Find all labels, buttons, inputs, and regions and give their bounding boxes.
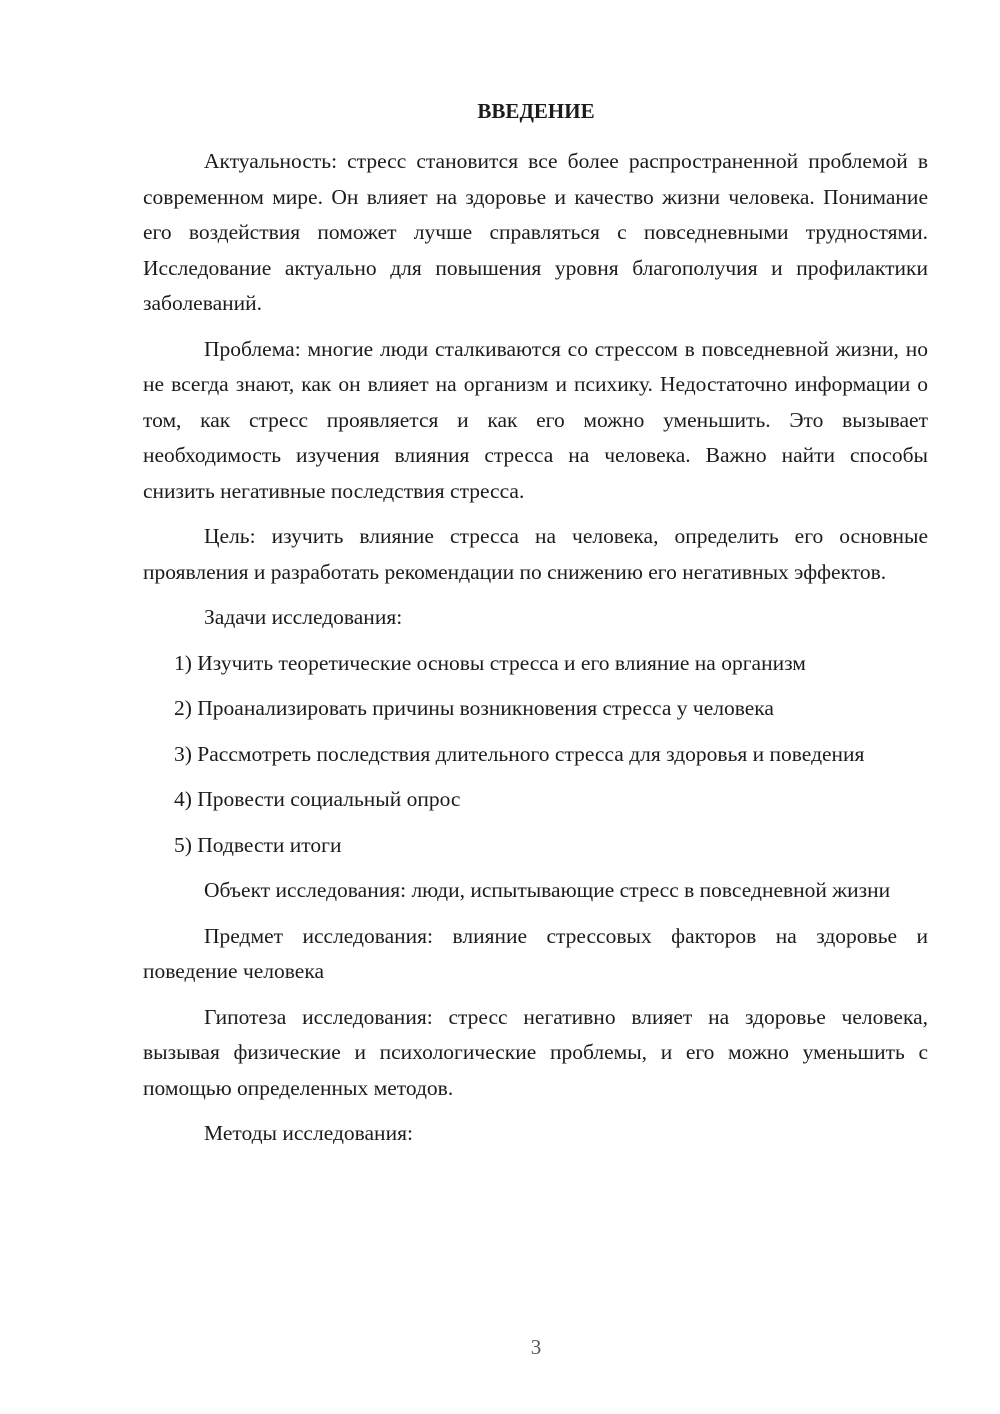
page-title: ВВЕДЕНИЕ <box>477 99 595 123</box>
task-item: 5) Подвести итоги <box>174 832 342 857</box>
relevance-paragraph: Актуальность: стресс становится все более распространенной проблемой в современном мире. Он влияет на здоровье и качество жизни человека. Понимание его воздействия поможет лучше справляться с повседневными трудностями. Исследование актуально для повышения уровня благополучия и профилактики заболеваний. <box>143 149 928 315</box>
task-item: 2) Проанализировать причины возникновения стресса у человека <box>174 696 774 720</box>
methods-title: Методы исследования: <box>204 1121 413 1145</box>
task-item: 1) Изучить теоретические основы стресса и его влияние на организм <box>174 650 806 675</box>
tasks-title: Задачи исследования: <box>204 605 403 629</box>
document-body <box>143 144 928 1162</box>
task-item: 4) Провести социальный опрос <box>174 787 461 811</box>
page-number: 3 <box>530 1335 542 1359</box>
hypothesis-paragraph: Гипотеза исследования: стресс негативно влияет на здоровье человека, вызывая физические и психологические проблемы, и его можно уменьшить с помощью определенных методов. <box>143 1004 928 1100</box>
problem-paragraph: Проблема: многие люди сталкиваются со стрессом в повседневной жизни, но не всегда знают, как он влияет на организм и психику. Недостаточно информации о том, как стресс проявляется и как его можно уменьшить. Это вызывает необходимость изучения влияния стресса на человека. Важно найти способы снизить негативные последствия стресса. <box>143 336 928 503</box>
subject-paragraph: Предмет исследования: влияние стрессовых факторов на здоровье и поведение человека <box>143 923 928 983</box>
task-item: 3) Рассмотреть последствия длительного стресса для здоровья и поведения <box>174 741 865 766</box>
object-paragraph: Объект исследования: люди, испытывающие стресс в повседневной жизни <box>204 878 891 902</box>
goal-paragraph: Цель: изучить влияние стресса на человека, определить его основные проявления и разработать рекомендации по снижению его негативных эффектов. <box>143 524 928 584</box>
